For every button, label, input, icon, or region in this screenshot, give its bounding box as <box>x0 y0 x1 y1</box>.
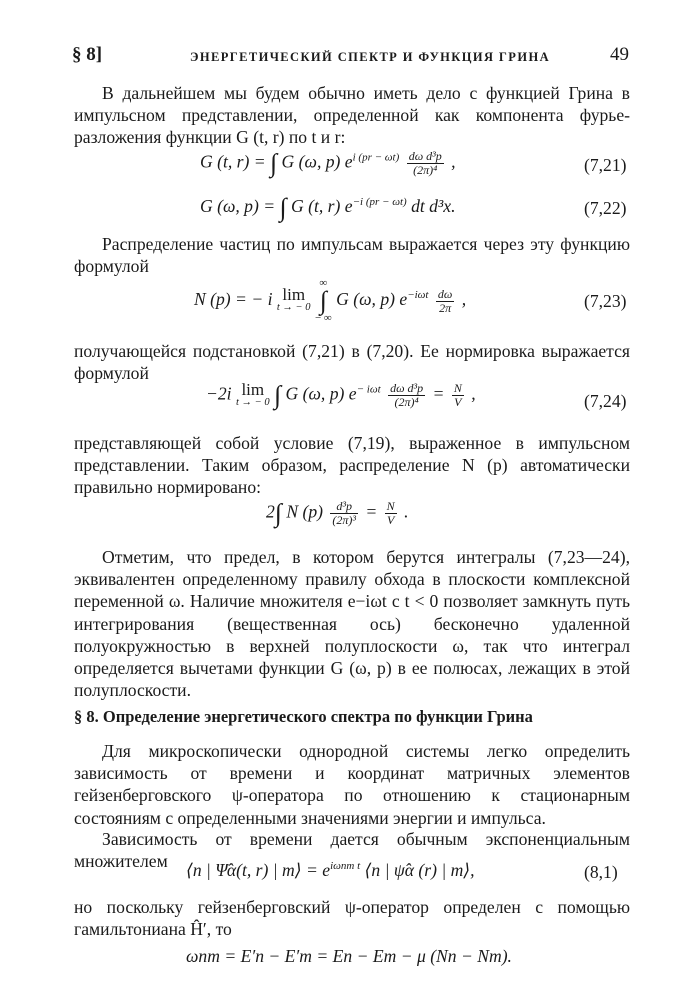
paragraph-6: Для микроскопически однородной системы легко определить зависимость от времени и координат матричных элементов гейзенберговского ψ-оператора по отношению к стационарным состояниям с определенными значениями энергии и импульса. <box>74 741 630 828</box>
paragraph-4: представляющей собой условие (7,19), выраженное в импульсном представлении. Таким образом, распределение N (p) автоматически правильно нормировано: <box>74 433 630 498</box>
equation-8-1: ⟨n | Ψ̂α(t, r) | m⟩ = $e^{i\omega nm t}$ ⟨n | ψ̂α (r) | m⟩, <box>186 860 475 880</box>
equation-7-24: −2i lim t → − 0 ∫ G (ω, p) $e^{- i\omega t}$ $\frac{\text{dω d³p}}{\text{(2π)⁴}}$ = $\frac{N}{V}$ , <box>206 379 476 410</box>
header-section: § 8] <box>72 44 103 65</box>
paragraph-5: Отметим, что предел, в котором берутся интегралы (7,23—24), эквивалентен определенному правилу обхода в плоскости комплексной переменной ω. Наличие множителя e−iωt с t < 0 позволяет замкнуть путь интегрирования (вещественная ось) бесконечно удаленной полуокружностью в верхней полуплоскости ω, так что интеграл определяется вычетами функции G (ω, p) в ее полюсах, лежащих в этой полуплоскости. <box>74 547 630 701</box>
equation-number-7-23: (7,23) <box>584 291 627 311</box>
paragraph-1: В дальнейшем мы будем обычно иметь дело с функцией Грина в импульсном представлении, определенной как компонента фурье-разложения функции G (t, r) по t и r: <box>74 83 630 148</box>
equation-number-8-1: (8,1) <box>584 862 618 882</box>
equation-7-22: G (ω, p) = ∫ G (t, r) $e^{-i (pr - \omega t)}$ dt d³x. <box>200 192 456 222</box>
equation-normalization: 2∫ N (p) $\frac{\text{d³p}}{\text{(2π)³}}$ = $\frac{N}{V}$ . <box>266 498 409 528</box>
paragraph-2: Распределение частиц по импульсам выражается через эту функцию формулой <box>74 234 630 277</box>
equation-omega-nm: ωnm = E′n − E′m = En − Em − μ (Nn − Nm). <box>186 946 512 966</box>
header-title: ЭНЕРГЕТИЧЕСКИЙ СПЕКТР И ФУНКЦИЯ ГРИНА <box>190 50 550 64</box>
equation-7-21: G (t, r) = ∫ G (ω, p) $e^{i (pr - \omega t)}$ $\frac{\text{dω d³p}}{\text{(2π)⁴}}$ , <box>200 148 456 178</box>
equation-number-7-21: (7,21) <box>584 155 627 175</box>
page-number: 49 <box>610 44 629 65</box>
equation-number-7-24: (7,24) <box>584 391 627 411</box>
paragraph-3: получающейся подстановкой (7,21) в (7,20). Ее нормировка выражается формулой <box>74 341 630 384</box>
equation-number-7-22: (7,22) <box>584 198 627 218</box>
paragraph-7: Зависимость от времени дается обычным экспоненциальным множителем <box>74 829 630 872</box>
section-heading: § 8. Определение энергетического спектра по функции Грина <box>74 707 533 726</box>
equation-7-23: N (p) = − i lim t → − 0 ∞ ∫ − ∞ G (ω, p) $e^{-i\omega t}$ $\frac{d\omega}{2\pi}$ , <box>194 277 467 324</box>
paragraph-8: но поскольку гейзенберговский ψ-оператор определен с помощью гамильтониана Ĥ′, то <box>74 897 630 940</box>
